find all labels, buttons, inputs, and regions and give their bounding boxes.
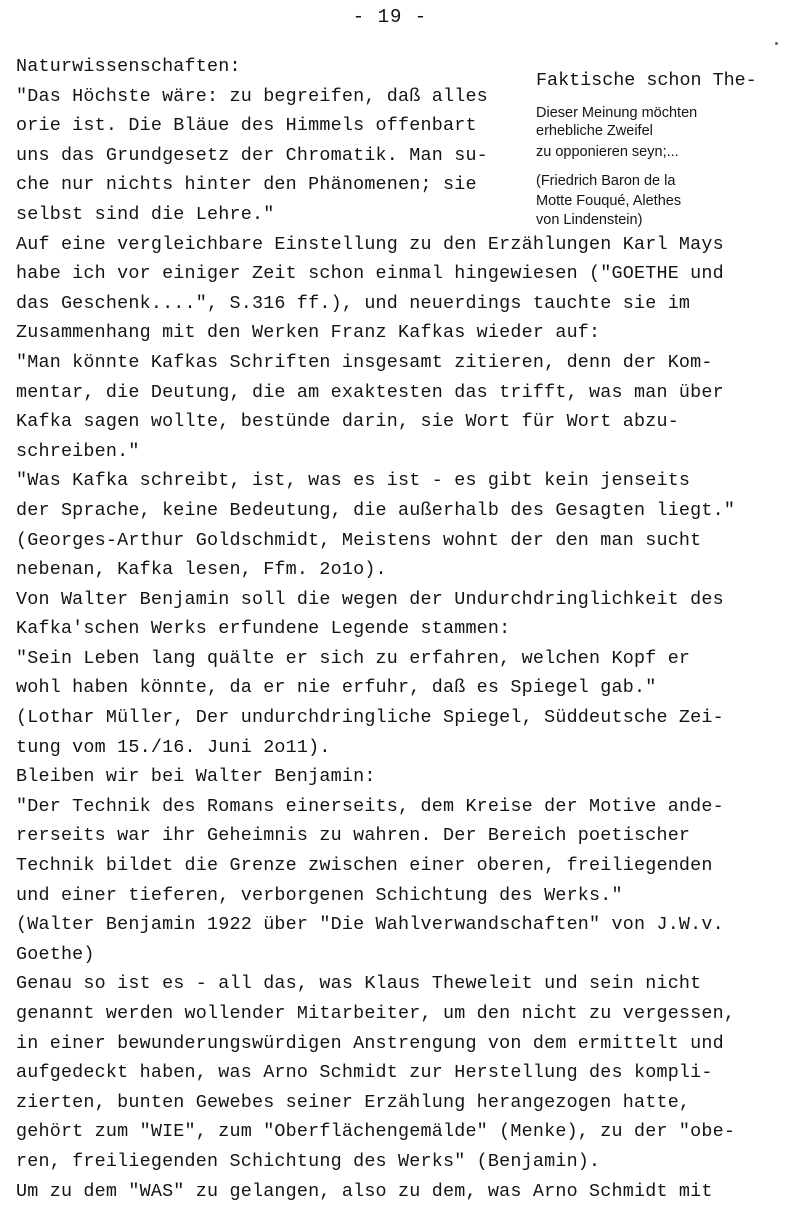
text-line: zierten, bunten Gewebes seiner Erzählung herangezogen hatte, (16, 1091, 691, 1113)
text-line: wohl haben könnte, da er nie erfuhr, daß es Spiegel gab." (16, 677, 657, 699)
text-line: das Geschenk....", S.316 ff.), und neuerdings tauchte sie im (16, 292, 691, 314)
text-line: (Lothar Müller, Der undurchdringliche Spiegel, Süddeutsche Zei- (16, 707, 724, 729)
text-line: orie ist. Die Bläue des Himmels offenbart (16, 115, 477, 137)
page-number: - 19 - (352, 6, 428, 28)
text-line: Genau so ist es - all das, was Klaus Theweleit und sein nicht (16, 973, 702, 995)
text-line: aufgedeckt haben, was Arno Schmidt zur Herstellung des kompli- (16, 1062, 713, 1084)
text-line: genannt werden wollender Mitarbeiter, um den nicht zu vergessen, (16, 1003, 736, 1024)
text-line: Naturwissenschaften: (16, 56, 241, 77)
text-line: Kafka sagen wollte, bestünde darin, sie Wort für Wort abzu- (16, 411, 679, 433)
text-line: der Sprache, keine Bedeutung, die außerhalb des Gesagten liegt." (16, 499, 736, 521)
text-line: selbst sind die Lehre." (16, 203, 275, 225)
text-line: schreiben." (16, 440, 140, 462)
text-line: "Man könnte Kafkas Schriften insgesamt zitieren, denn der Kom- (16, 351, 713, 373)
text-line: Goethe) (16, 943, 95, 965)
margin-note-line: Motte Fouqué, Alethes (536, 193, 682, 209)
body-text (16, 52, 792, 1206)
text-line: Um zu dem "WAS" zu gelangen, also zu dem, was Arno Schmidt mit (16, 1180, 713, 1202)
margin-note-line: zu opponieren seyn;... (536, 144, 679, 160)
text-line: uns das Grundgesetz der Chromatik. Man su- (16, 144, 488, 166)
text-line: Technik bildet die Grenze zwischen einer oberen, freiliegenden (16, 855, 713, 877)
margin-note-line: Dieser Meinung möchten (536, 105, 698, 121)
text-line: (Georges-Arthur Goldschmidt, Meistens wohnt der den man sucht (16, 529, 702, 551)
text-line: in einer bewunderungswürdigen Anstrengung von dem ermittelt und (16, 1032, 724, 1054)
text-line: "Der Technik des Romans einerseits, dem Kreise der Motive ande- (16, 795, 724, 817)
text-line: che nur nichts hinter den Phänomenen; sie (16, 174, 477, 196)
margin-dot (775, 42, 778, 45)
text-line: gehört zum "WIE", zum "Oberflächengemälde" (Menke), zu der "obe- (16, 1121, 736, 1143)
text-line: Kafka'schen Werks erfundene Legende stammen: (16, 618, 511, 640)
text-line: ren, freiliegenden Schichtung des Werks" (Benjamin). (16, 1150, 601, 1172)
margin-note-first-line: Faktische schon The- (536, 70, 757, 91)
text-line: "Sein Leben lang quälte er sich zu erfahren, welchen Kopf er (16, 647, 691, 669)
margin-note-line: (Friedrich Baron de la (536, 173, 676, 189)
text-line: habe ich vor einiger Zeit schon einmal hingewiesen ("GOETHE und (16, 263, 724, 285)
margin-note-line: von Lindenstein) (536, 212, 643, 228)
text-line: "Das Höchste wäre: zu begreifen, daß alles (16, 85, 488, 107)
text-line: und einer tieferen, verborgenen Schichtung des Werks." (16, 884, 623, 906)
text-line: mentar, die Deutung, die am exaktesten das trifft, was man über (16, 381, 724, 403)
text-line: rerseits war ihr Geheimnis zu wahren. Der Bereich poetischer (16, 825, 691, 847)
text-line: "Was Kafka schreibt, ist, was es ist - es gibt kein jenseits (16, 470, 691, 492)
text-line: Zusammenhang mit den Werken Franz Kafkas wieder auf: (16, 322, 601, 344)
text-line: (Walter Benjamin 1922 über "Die Wahlverwandschaften" von J.W.v. (16, 914, 724, 936)
text-line: Bleiben wir bei Walter Benjamin: (16, 766, 376, 788)
text-line: Von Walter Benjamin soll die wegen der Undurchdringlichkeit des (16, 588, 724, 610)
text-line: tung vom 15./16. Juni 2o11). (16, 736, 331, 758)
margin-note-line: erhebliche Zweifel (536, 123, 653, 139)
text-line: nebenan, Kafka lesen, Ffm. 2o1o). (16, 559, 387, 581)
text-line: Auf eine vergleichbare Einstellung zu den Erzählungen Karl Mays (16, 233, 724, 255)
